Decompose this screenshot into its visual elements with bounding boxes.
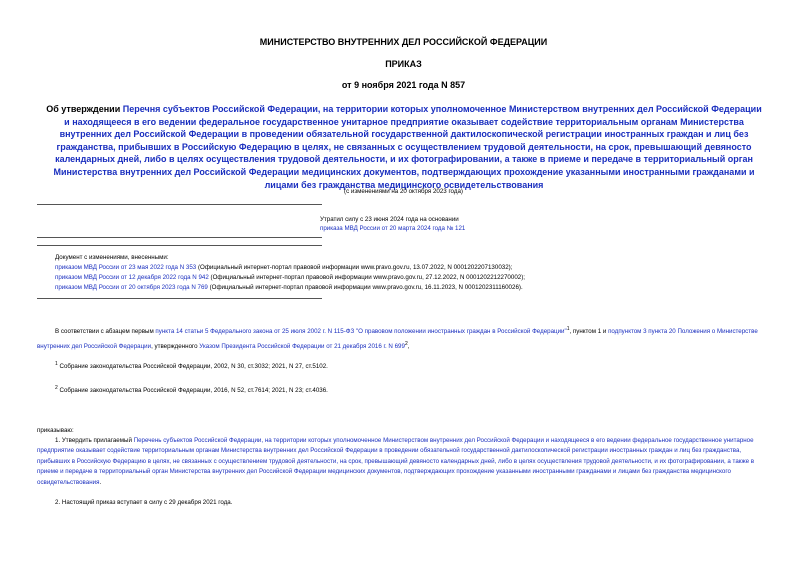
changes-block	[55, 254, 775, 293]
item-1	[37, 436, 770, 488]
changes-heading: Документ с изменениями, внесенными:	[55, 254, 169, 261]
preamble-text: В соответствии с абзацем первым	[55, 328, 156, 336]
divider	[37, 237, 322, 238]
divider	[37, 204, 322, 205]
title-link[interactable]: Перечня субъектов Российской Федерации, на территории которых уполномоченное Министерством внутренних дел Российской Федерации и находящееся в его ведении федеральное государственное унитарное предприятие оказывает содействие территориальным органам Министерства внутренних дел Российской Федерации в проведении обязательной государственной дактилоскопической регистрации иностранных граждан и лиц без гражданства, прибывших в Российскую Федерацию в целях, не связанных с осуществлением трудовой деятельности, на срок, превышающий девяносто календарных дней, либо в целях осуществления трудовой деятельности, и их фотографировании, а также в приеме и передаче в территориальный орган Министерства внутренних дел Российской Федерации медицинских документов, подтверждающих прохождение указанными иностранными гражданами и лицами без гражданства медицинского освидетельствования	[53, 104, 762, 190]
divider	[37, 298, 322, 299]
ministry-name: МИНИСТЕРСТВО ВНУТРЕННИХ ДЕЛ РОССИЙСКОЙ ФЕДЕРАЦИИ	[259, 37, 548, 47]
divider	[37, 245, 322, 246]
change-link[interactable]: приказом МВД России от 23 мая 2022 года N 353	[55, 264, 197, 272]
footnote-mark: 1	[566, 326, 570, 332]
footnote-text: Собрание законодательства Российской Федерации, 2016, N 52, ст.7614; 2021, N 23; ст.4036.	[57, 387, 328, 395]
preamble-text: ,	[407, 343, 410, 351]
order-word: приказываю:	[37, 427, 74, 434]
doc-date: от 9 ноября 2021 года N 857	[341, 80, 466, 90]
preamble-text: , пунктом 1 и	[569, 328, 609, 336]
preamble	[37, 323, 770, 353]
change-link[interactable]: приказом МВД России от 12 декабря 2022 года N 942	[55, 274, 209, 282]
change-text: (Официальный интернет-портал правовой информации www.pravo.gov.ru, 13.07.2022, N 0001202207130032);	[196, 264, 513, 272]
list-link[interactable]: Перечень субъектов Российской Федерации, на территории которых уполномоченное Министерством внутренних дел Российской Федерации и находящееся в его ведении федеральное государственное унитарное предприятие оказывает содействие территориальным органам Министерства внутренних дел Российской Федерации в проведении обязательной государственной дактилоскопической регистрации иностранных граждан и лиц без гражданства, прибывших в Российскую Федерацию в целях, не связанных с осуществлением трудовой деятельности, на срок, превышающий девяносто календарных дней, либо в целях осуществления трудовой деятельности, и их фотографировании, а также в приеме и передаче в территориальный орган Министерства внутренних дел Российской Федерации медицинских документов, подтверждающих прохождение указанными иностранными гражданами и лицами без гражданства медицинского освидетельствования	[37, 437, 755, 486]
preamble-text: , утвержденного	[151, 343, 200, 351]
item-2: 2. Настоящий приказ вступает в силу с 29 декабря 2021 года.	[55, 499, 233, 506]
change-item	[55, 274, 775, 283]
item-1-text: 1. Утвердить прилагаемый	[55, 437, 134, 444]
change-text: (Официальный интернет-портал правовой информации www.pravo.gov.ru, 16.11.2023, N 0001202311160026).	[207, 284, 523, 292]
footnote	[55, 384, 755, 396]
doc-type: ПРИКАЗ	[385, 59, 422, 69]
lost-force-text: Утратил силу с 23 июня 2024 года на основании	[320, 216, 459, 223]
item-1-text: .	[99, 478, 102, 486]
change-item	[55, 284, 775, 293]
footnote	[55, 360, 755, 372]
lost-force-note	[320, 216, 580, 233]
document-title	[44, 103, 764, 191]
footnote-text: Собрание законодательства Российской Федерации, 2002, N 30, ст.3032; 2021, N 27, ст.5102.	[57, 363, 328, 371]
revision-note: (с изменениями на 20 октября 2023 года)	[344, 188, 463, 195]
regulation-link[interactable]: подпунктом 3 пункта 20 Положения о Министерстве внутренних дел Российской Федерации	[37, 328, 758, 351]
change-item	[55, 264, 775, 273]
title-prefix: Об утверждении	[46, 104, 123, 114]
law-link[interactable]: пункта 14 статьи 5 Федерального закона от 25 июля 2002 г. N 115-ФЗ "О правовом положении иностранных граждан в Российской Федерации"	[155, 328, 567, 336]
lost-force-link[interactable]: приказа МВД России от 20 марта 2024 года № 121	[320, 224, 466, 232]
footnote-mark: 1	[55, 361, 58, 367]
footnote-mark: 2	[404, 341, 408, 348]
footnote-mark: 2	[55, 385, 58, 391]
change-text: (Официальный интернет-портал правовой информации www.pravo.gov.ru, 27.12.2022, N 0001202212270002);	[208, 274, 525, 282]
decree-link[interactable]: Указом Президента Российской Федерации от 21 декабря 2016 г. N 699	[199, 343, 405, 351]
change-link[interactable]: приказом МВД России от 20 октября 2023 года N 769	[55, 284, 208, 292]
